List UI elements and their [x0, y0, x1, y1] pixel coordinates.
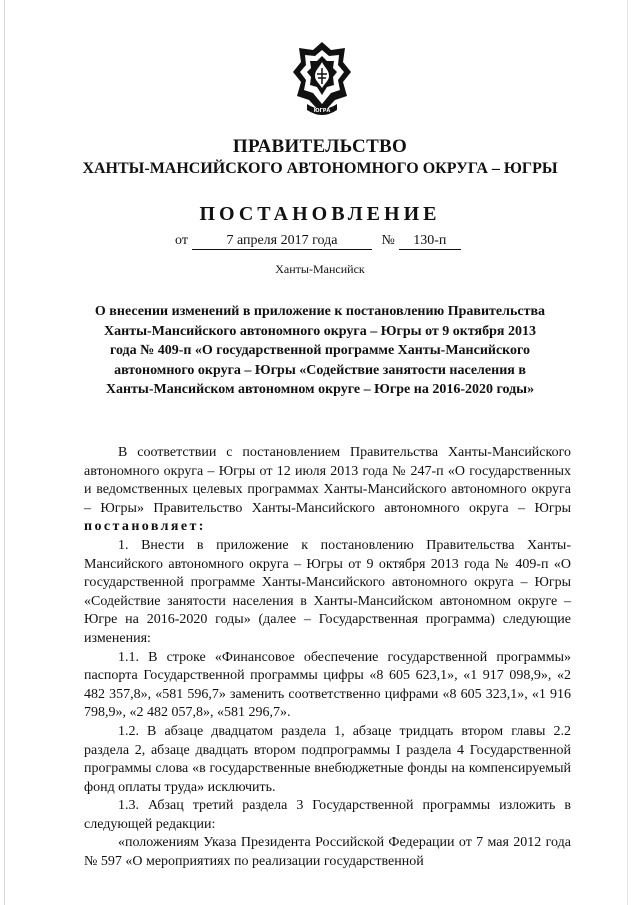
paragraph-preamble [84, 444, 571, 537]
coat-of-arms-emblem-icon [291, 40, 353, 124]
document-number: 130-п [399, 233, 461, 250]
date-prefix: от [175, 233, 188, 248]
document-date: 7 апреля 2017 года [192, 233, 372, 250]
svg-text:ЮГРА: ЮГРА [313, 108, 331, 114]
paragraph-item-1-2: 1.2. В абзаце двадцатом раздела 1, абзаце тридцать втором главы 2.2 раздела 2, абзаце двадцать втором подпрограммы I раздела 4 Государственной программы слова «в государственные внебюджетные фонды на компенсируемый фонд оплаты труда» исключить. [84, 723, 571, 795]
document-body [84, 444, 571, 872]
number-prefix: № [381, 233, 395, 248]
preamble-text: В соответствии с постановлением Правительства Ханты-Мансийского автономного округа – Югры от 12 июля 2013 года № 247-п «О государственных и ведомственных целевых программах Ханты-Мансийского автономного округа – Югры» Правительство Ханты-Мансийского автономного округа – Югры [84, 445, 571, 516]
scan-edge-left [4, 0, 5, 905]
org-name-line1: ПРАВИТЕЛЬСТВО [232, 136, 408, 157]
org-name-line2: ХАНТЫ-МАНСИЙСКОГО АВТОНОМНОГО ОКРУГА – ЮГРЫ [82, 160, 558, 177]
document-type-title: ПОСТАНОВЛЕНИЕ [199, 203, 441, 225]
paragraph-item-1-1: 1.1. В строке «Финансовое обеспечение государственной программы» паспорта Государственной программы цифры «8 605 623,1», «1 917 098,9», «2 482 357,8», «581 596,7» заменить соответственно цифрами «8 605 323,1», «1 916 798,9», «2 482 057,8», «581 296,7». [84, 649, 571, 721]
document-heading: О внесении изменений в приложение к постановлению Правительства Ханты-Мансийского автономного округа – Югры от 9 октября 2013 года № 409-п «О государственной программе Ханты-Мансийского автономного округа – Югры «Содействие занятости населения в Ханты-Мансийском автономном округе – Югре на 2016-2020 годы» [94, 304, 546, 398]
city-name: Ханты-Мансийск [275, 262, 365, 276]
scan-edge-right [627, 0, 628, 905]
paragraph-quote: «положениям Указа Президента Российской Федерации от 7 мая 2012 года № 597 «О мероприятиях по реализации государственной [84, 835, 571, 870]
resolves-word: постановляет: [84, 519, 206, 535]
date-number-line [175, 233, 461, 250]
paragraph-item-1-3: 1.3. Абзац третий раздела 3 Государственной программы изложить в следующей редакции: [84, 798, 571, 832]
paragraph-item-1: 1. Внести в приложение к постановлению Правительства Ханты-Мансийского автономного округа – Югры от 9 октября 2013 года № 409-п «О государственной программе Ханты-Мансийского автономного округа – Югры «Содействие занятости населения в Ханты-Мансийском автономном округе – Югре на 2016-2020 годы» (далее – Государственная программа) следующие изменения: [84, 537, 571, 646]
